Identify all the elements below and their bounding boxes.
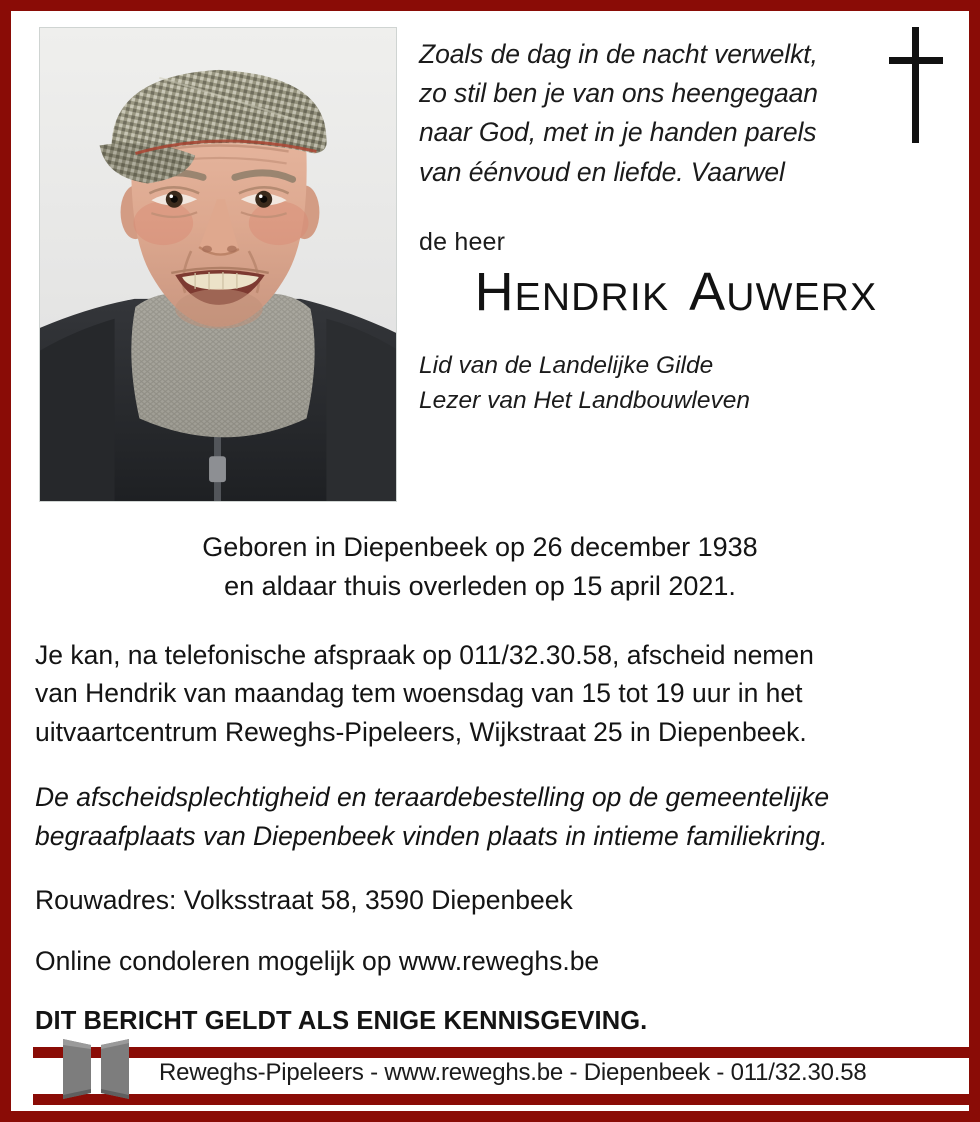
portrait-photo [39,27,397,502]
single-notice-statement: DIT BERICHT GELDT ALS ENIGE KENNISGEVING. [35,1006,648,1035]
footer [11,1029,969,1111]
latin-cross-icon [885,25,947,145]
ceremony-paragraph [35,778,945,855]
obituary-inner [11,11,969,1111]
online-condolences: Online condoleren mogelijk op www.reweghs.be [35,945,600,976]
dates-block [21,528,959,606]
death-line: en aldaar thuis overleden op 15 april 2021. [224,570,736,601]
visitation-line: Je kan, na telefonische afspraak op 011/32.30.58, afscheid nemen [35,639,814,670]
reweghs-pillars-logo-icon [57,1033,145,1101]
first-name-initial: H [474,261,515,322]
ceremony-line: De afscheidsplechtigheid en teraardebestelling op de gemeentelijke [35,781,830,812]
honorific: de heer [419,227,506,256]
footer-contact-line: Reweghs-Pipeleers - www.reweghs.be - Diepenbeek - 011/32.30.58 [159,1059,867,1086]
ceremony-line: begraafplaats van Diepenbeek vinden plaats in intieme familiekring. [35,820,828,851]
birth-line: Geboren in Diepenbeek op 26 december 1938 [202,532,758,562]
mourning-address: Rouwadres: Volksstraat 58, 3590 Diepenbeek [35,885,573,916]
role-line: Lid van de Landelijke Gilde [419,351,714,379]
visitation-line: uitvaartcentrum Reweghs-Pipeleers, Wijkstraat 25 in Diepenbeek. [35,717,807,748]
poem-line: zo stil ben je van ons heengegaan [419,78,818,109]
visitation-paragraph [35,636,945,752]
deceased-name [419,261,959,323]
roles [419,349,959,419]
last-name-initial: A [689,261,727,322]
role-line: Lezer van Het Landbouwleven [419,386,750,414]
right-column [397,19,959,418]
body-block [21,636,959,1040]
footer-bar-bottom [33,1094,969,1105]
last-name-rest: UWERX [726,275,878,319]
footer-bar-top [33,1047,969,1058]
poem-line: naar God, met in je handen parels [419,117,817,148]
poem-line: Zoals de dag in de nacht verwelkt, [419,39,818,69]
top-section [21,19,959,502]
first-name-rest: ENDRIK [514,275,670,319]
visitation-line: van Hendrik van maandag tem woensdag van 15 tot 19 uur in het [35,678,803,709]
poem [419,35,889,192]
portrait-illustration [40,28,396,501]
poem-line: van éénvoud en liefde. Vaarwel [419,156,785,187]
